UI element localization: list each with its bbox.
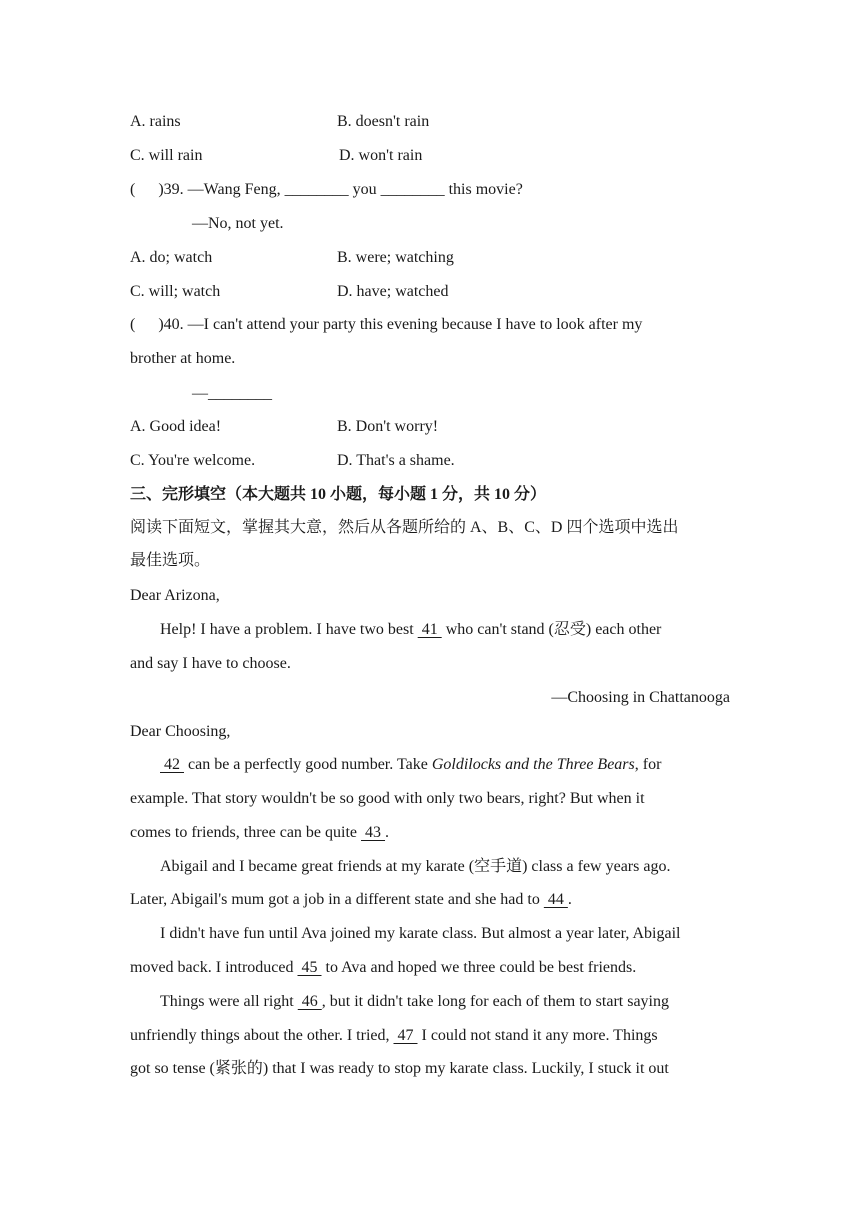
text-run: Later, Abigail's mum got a job in a different state and she had to <box>130 891 544 908</box>
text-run: to Ava and hoped we three could be best friends. <box>321 959 637 976</box>
q40-prompt-continued: brother at home. <box>130 350 236 367</box>
letter-greeting: Dear Arizona, <box>130 587 220 604</box>
q39-prompt: 39. —Wang Feng, ________ you ________ this movie? <box>163 181 523 198</box>
blank-47: 47 <box>393 1027 418 1044</box>
reply-line <box>130 1026 658 1046</box>
q39-option-c: C. will; watch <box>130 283 221 300</box>
blank-44: 44 <box>543 891 568 908</box>
q38-option-d: D. won't rain <box>339 147 423 164</box>
letter-paragraph <box>160 620 661 640</box>
blank-42: 42 <box>160 756 184 773</box>
text-run: Help! I have a problem. I have two best <box>160 621 418 638</box>
text-run: unfriendly things about the other. I tried, <box>130 1027 394 1044</box>
q40-option-a: A. Good idea! <box>130 418 222 435</box>
section-instruction: 阅读下面短文，掌握其大意，然后从各题所给的 A、B、C、D 四个选项中选出 <box>130 519 679 536</box>
q40-option-c: C. You're welcome. <box>130 452 256 469</box>
answer-bracket-close: ) <box>158 181 164 198</box>
q39-reply: —No, not yet. <box>192 215 284 232</box>
reply-line <box>130 958 636 978</box>
q40-reply: —________ <box>192 385 272 402</box>
blank-46: 46 <box>297 993 322 1010</box>
reply-greeting: Dear Choosing, <box>130 723 231 740</box>
text-run: I could not stand it any more. Things <box>417 1027 658 1044</box>
q38-option-a: A. rains <box>130 113 181 130</box>
answer-bracket-open: ( <box>130 181 136 198</box>
q39-question <box>130 180 523 200</box>
reply-line: Abigail and I became great friends at my karate (空手道) class a few years ago. <box>160 858 671 875</box>
answer-bracket-close: ) <box>158 316 164 333</box>
text-run: , but it didn't take long for each of them to start saying <box>321 993 669 1010</box>
q40-question <box>130 315 642 335</box>
letter-paragraph-cont: and say I have to choose. <box>130 655 291 672</box>
q40-option-b: B. Don't worry! <box>337 418 439 435</box>
text-run: , for <box>634 756 662 773</box>
text-run: moved back. I introduced <box>130 959 298 976</box>
text-run: . <box>385 824 390 841</box>
q40-prompt: 40. —I can't attend your party this evening because I have to look after my <box>163 316 643 333</box>
text-run: comes to friends, three can be quite <box>130 824 362 841</box>
blank-41: 41 <box>417 621 442 638</box>
reply-line: got so tense (紧张的) that I was ready to stop my karate class. Luckily, I stuck it out <box>130 1060 669 1077</box>
story-title: Goldilocks and the Three Bears <box>431 756 635 773</box>
q39-option-a: A. do; watch <box>130 249 213 266</box>
reply-line <box>160 755 661 775</box>
section-heading: 三、完形填空（本大题共 10 小题，每小题 1 分，共 10 分） <box>130 486 547 503</box>
q39-option-b: B. were; watching <box>337 249 454 266</box>
section-instruction-cont: 最佳选项。 <box>130 552 211 569</box>
text-run: Things were all right <box>160 993 298 1010</box>
q38-option-b: B. doesn't rain <box>337 113 430 130</box>
blank-45: 45 <box>297 959 322 976</box>
text-run: can be a perfectly good number. Take <box>184 756 432 773</box>
answer-bracket-open: ( <box>130 316 136 333</box>
reply-line <box>160 992 669 1012</box>
reply-line: I didn't have fun until Ava joined my karate class. But almost a year later, Abigail <box>160 925 681 942</box>
blank-43: 43 <box>361 824 386 841</box>
text-run: who can't stand (忍受) each other <box>441 621 662 638</box>
q38-option-c: C. will rain <box>130 147 203 164</box>
q39-option-d: D. have; watched <box>337 283 449 300</box>
text-run: . <box>567 891 572 908</box>
reply-line <box>130 823 389 843</box>
letter-signature: —Choosing in Chattanooga <box>551 689 730 706</box>
reply-line <box>130 890 572 910</box>
q40-option-d: D. That's a shame. <box>337 452 455 469</box>
reply-line: example. That story wouldn't be so good with only two bears, right? But when it <box>130 790 645 807</box>
